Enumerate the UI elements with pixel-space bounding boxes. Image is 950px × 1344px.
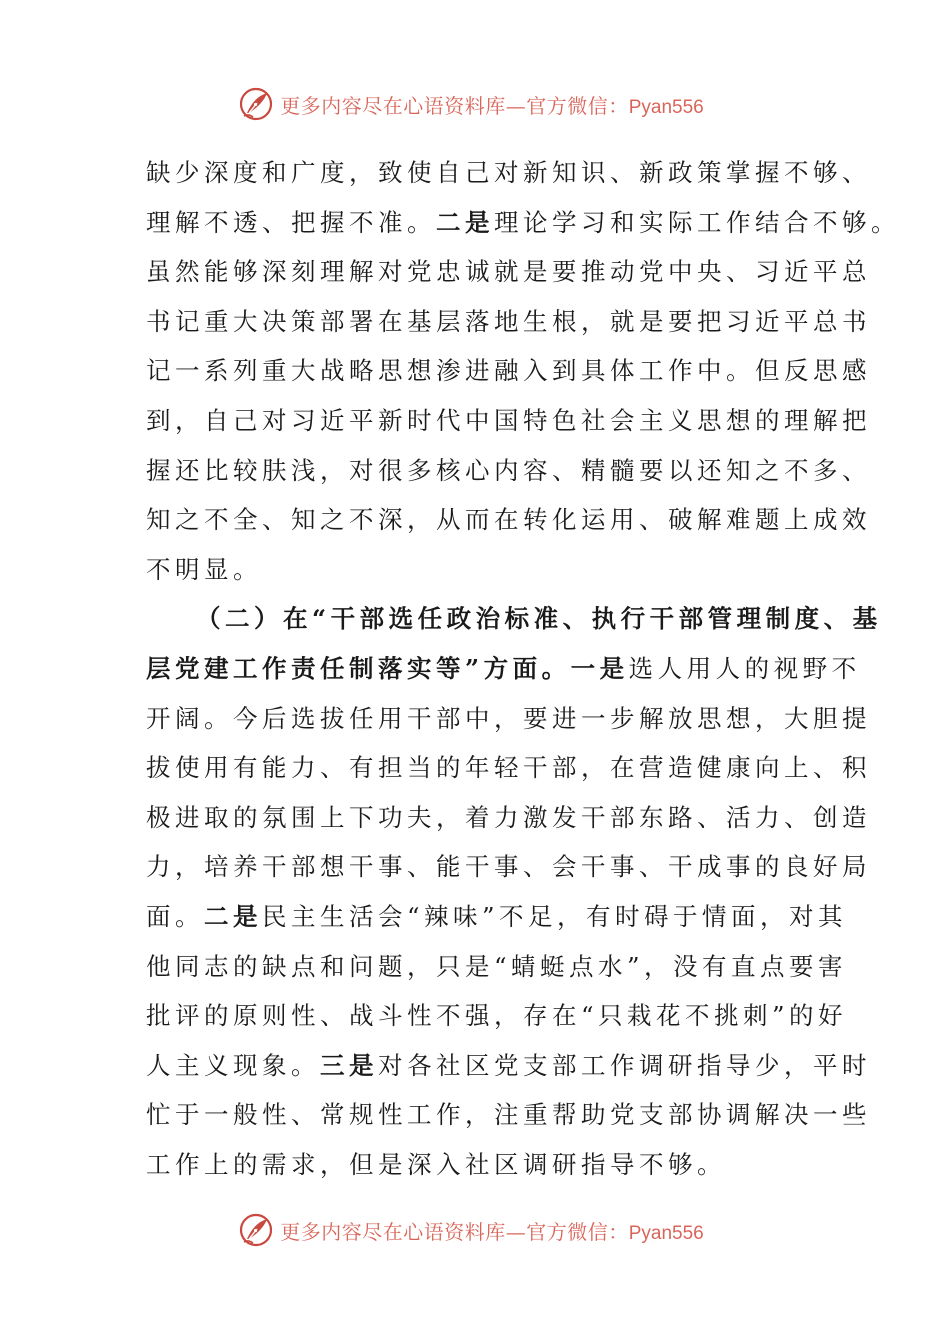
footer-banner (0, 1210, 950, 1250)
text-line (146, 1041, 871, 1091)
text-run: 不明显。 (146, 554, 262, 584)
bold-text-run: 三是 (320, 1050, 378, 1080)
text-run: 极进取的氛围上下功夫，着力激发干部东路、活力、创造 (146, 802, 871, 832)
text-line (146, 644, 861, 694)
pen-nib-logo-icon (238, 1212, 274, 1248)
text-line (146, 297, 871, 347)
text-line (146, 346, 871, 396)
text-run: 民主生活会“辣味”不足，有时碍于情面，对其 (262, 901, 848, 931)
text-run: 理解不透、把握不准。 (146, 207, 436, 237)
text-run: 书记重大决策部署在基层落地生根，就是要把习近平总书 (146, 306, 871, 336)
text-line (146, 594, 882, 644)
text-run: 到，自己对习近平新时代中国特色社会主义思想的理解把 (146, 405, 871, 435)
text-run: 忙于一般性、常规性工作，注重帮助党支部协调解决一些 (146, 1100, 871, 1130)
text-line (146, 793, 871, 843)
text-run: 力，培养干部想干事、能干事、会干事、干成事的良好局 (146, 852, 871, 882)
text-line (146, 991, 848, 1041)
text-line (146, 148, 871, 198)
text-run: 知之不全、知之不深，从而在转化运用、破解难题上成效 (146, 505, 871, 535)
header-banner-inner (238, 86, 704, 122)
bold-text-run: （二）在“干部选任政治标准、执行干部管理制度、基 (196, 604, 882, 634)
text-line (146, 495, 871, 545)
text-line (146, 942, 848, 992)
text-line (146, 1090, 871, 1140)
text-run: 批评的原则性、战斗性不强，存在“只栽花不挑刺”的好 (146, 1001, 848, 1031)
text-run: 他同志的缺点和问题，只是“蜻蜓点水”，没有直点要害 (146, 951, 848, 981)
text-run: 拔使用有能力、有担当的年轻干部，在营造健康向上、积 (146, 753, 871, 783)
text-run: 缺少深度和广度，致使自己对新知识、新政策掌握不够、 (146, 158, 871, 187)
header-banner-text (280, 90, 704, 119)
text-line (146, 743, 871, 793)
paragraph (146, 594, 882, 1189)
footer-banner-inner (238, 1212, 704, 1248)
text-run: 面。 (146, 901, 204, 931)
text-line (146, 842, 871, 892)
text-line (146, 396, 871, 446)
footer-wechat-id: Pyan556 (628, 1222, 704, 1244)
header-wechat-id: Pyan556 (628, 96, 704, 118)
footer-banner-text (280, 1216, 704, 1245)
text-run: 虽然能够深刻理解对党忠诚就是要推动党中央、习近平总 (146, 257, 871, 287)
text-line (146, 694, 871, 744)
text-line (146, 892, 848, 942)
text-line (146, 545, 818, 595)
bold-text-run: 层党建工作责任制落实等”方面。一是 (146, 653, 629, 683)
paragraph (146, 148, 900, 594)
text-line (146, 247, 871, 297)
text-line (146, 198, 900, 248)
bold-text-run: 二是 (436, 207, 494, 237)
pen-nib-logo-icon (238, 86, 274, 122)
bold-text-run: 二是 (204, 901, 262, 931)
text-run: 选人用人的视野不 (628, 653, 861, 683)
text-line (146, 1140, 818, 1190)
header-banner-label: 更多内容尽在心语资料库—官方微信： (280, 93, 629, 118)
text-run: 理论学习和实际工作结合不够。 (494, 207, 900, 237)
header-banner (0, 84, 950, 124)
text-run: 握还比较肤浅，对很多核心内容、精髓要以还知之不多、 (146, 455, 871, 485)
text-run: 记一系列重大战略思想渗进融入到具体工作中。但反思感 (146, 356, 871, 386)
text-run: 开阔。今后选拔任用干部中，要进一步解放思想，大胆提 (146, 703, 871, 733)
document-body (146, 148, 900, 1189)
text-run: 工作上的需求，但是深入社区调研指导不够。 (146, 1149, 726, 1179)
text-run: 对各社区党支部工作调研指导少，平时 (378, 1050, 871, 1080)
text-run: 人主义现象。 (146, 1050, 320, 1080)
footer-banner-label: 更多内容尽在心语资料库—官方微信： (280, 1219, 629, 1244)
text-line (146, 446, 871, 496)
